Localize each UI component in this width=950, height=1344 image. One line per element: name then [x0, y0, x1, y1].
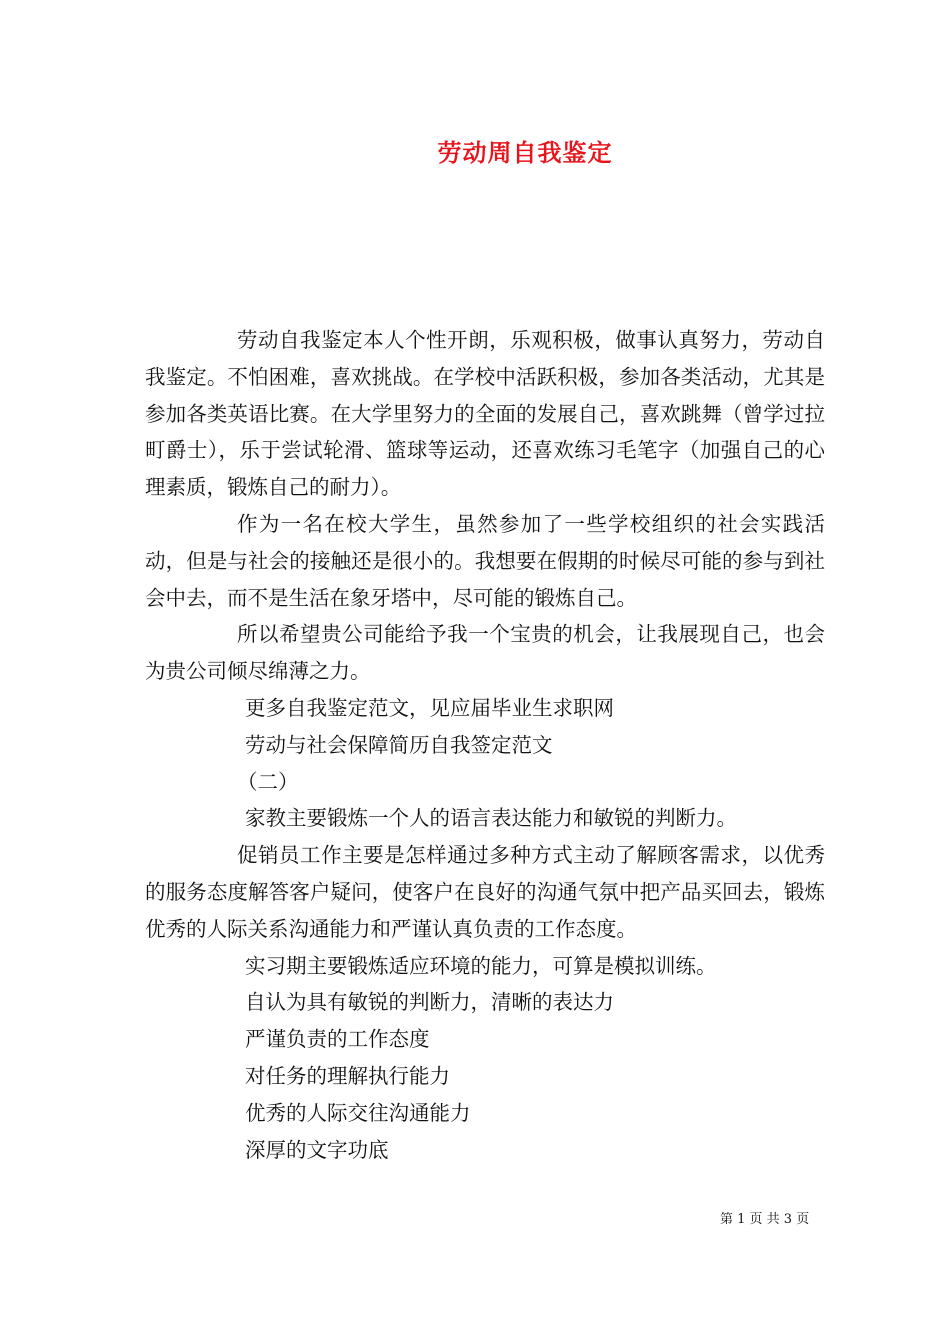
strength-writing-line: 深厚的文字功底 — [245, 1137, 389, 1162]
strength-execution-line: 对任务的理解执行能力 — [245, 1063, 450, 1088]
tutoring-line: 家教主要锻炼一个人的语言表达能力和敏锐的判断力。 — [245, 806, 737, 831]
paragraph-hope: 所以希望贵公司能给予我一个宝贵的机会，让我展现自己，也会为贵公司倾尽绵薄之力。 — [145, 622, 825, 684]
sample-title-line: 劳动与社会保障简历自我签定范文 — [245, 732, 553, 757]
strength-judgment-line: 自认为具有敏锐的判断力，清晰的表达力 — [245, 990, 614, 1015]
page-number: 第 1 页 共 3 页 — [720, 1212, 810, 1227]
strength-attitude-line: 严谨负责的工作态度 — [245, 1027, 430, 1052]
strength-communication-line: 优秀的人际交往沟通能力 — [245, 1100, 471, 1125]
internship-line: 实习期主要锻炼适应环境的能力，可算是模拟训练。 — [245, 953, 717, 978]
paragraph-intro: 劳动自我鉴定本人个性开朗，乐观积极，做事认真努力，劳动自我鉴定。不怕困难，喜欢挑战。在学校中活跃积极，参加各类活动，尤其是参加各类英语比赛。在大学里努力的全面的发展自己，喜欢跳舞（曾学过拉町爵士），乐于尝试轮滑、篮球等运动，还喜欢练习毛笔字（加强自己的心理素质，锻炼自己的耐力）。 — [145, 328, 825, 500]
document-title: 劳动周自我鉴定 — [437, 139, 613, 167]
document-body — [145, 322, 825, 1168]
paragraph-student: 作为一名在校大学生，虽然参加了一些学校组织的社会实践活动，但是与社会的接触还是很小的。我想要在假期的时候尽可能的参与到社会中去，而不是生活在象牙塔中，尽可能的锻炼自己。 — [145, 511, 825, 610]
more-samples-line: 更多自我鉴定范文，见应届毕业生求职网 — [245, 695, 614, 720]
section-number-line: （二） — [237, 769, 299, 794]
paragraph-sales: 促销员工作主要是怎样通过多种方式主动了解顾客需求，以优秀的服务态度解答客户疑问，使客户在良好的沟通气氛中把产品买回去，锻炼优秀的人际关系沟通能力和严谨认真负责的工作态度。 — [145, 843, 825, 941]
